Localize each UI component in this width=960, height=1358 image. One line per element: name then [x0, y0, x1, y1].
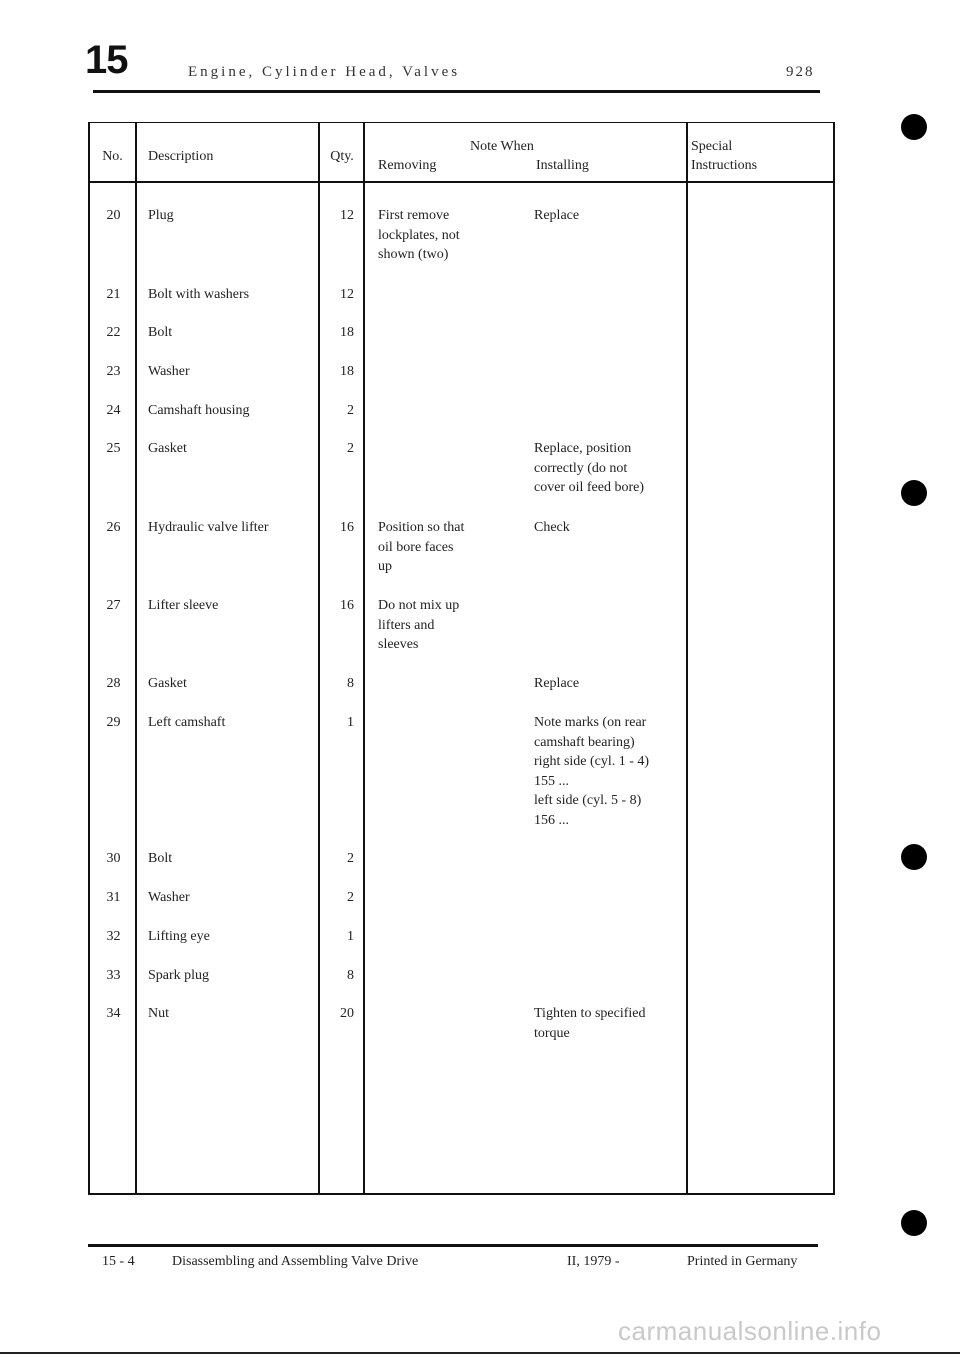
- col-header-special: Special: [691, 139, 733, 154]
- row-number: 32: [106, 929, 121, 944]
- section-title: Engine, Cylinder Head, Valves: [188, 64, 461, 80]
- col-header-removing: Removing: [378, 158, 437, 173]
- col-header-no: No.: [102, 149, 123, 164]
- row-description: Lifting eye: [148, 929, 210, 944]
- row-qty: 16: [340, 598, 354, 613]
- row-qty: 12: [340, 287, 354, 302]
- note-line: up: [378, 559, 392, 574]
- header-divider: [90, 181, 833, 183]
- note-line: 155 ...: [534, 773, 569, 789]
- row-description: Bolt: [148, 851, 173, 866]
- column-divider: [318, 123, 320, 1193]
- header-rule: [93, 90, 820, 93]
- row-description: Bolt: [148, 325, 173, 340]
- row-qty: 16: [340, 520, 354, 535]
- note-line: Position so that: [378, 520, 465, 535]
- footer-rule: [88, 1244, 818, 1247]
- note-line: lockplates, not: [378, 227, 460, 243]
- row-qty: 18: [340, 364, 354, 379]
- row-number: 30: [106, 851, 121, 866]
- note-line: camshaft bearing): [534, 734, 635, 750]
- row-installing-note: [534, 518, 570, 538]
- row-number: 33: [106, 968, 121, 983]
- col-header-installing: Installing: [536, 158, 589, 173]
- row-qty: 12: [340, 208, 354, 223]
- row-description: Plug: [148, 208, 174, 223]
- row-installing-note: [534, 674, 579, 694]
- row-description: Nut: [148, 1006, 169, 1021]
- watermark: carmanualsonline.info: [618, 1316, 882, 1346]
- row-number: 31: [106, 890, 121, 905]
- column-divider: [686, 123, 688, 1193]
- row-description: Spark plug: [148, 968, 210, 983]
- row-qty: 1: [347, 715, 354, 730]
- row-qty: 2: [347, 403, 354, 418]
- row-number: 26: [106, 520, 121, 535]
- note-line: Check: [534, 520, 570, 535]
- row-description: Camshaft housing: [148, 403, 250, 418]
- row-qty: 2: [347, 441, 354, 456]
- row-description: Bolt with washers: [148, 287, 250, 302]
- column-divider: [363, 123, 365, 1193]
- note-line: correctly (do not: [534, 460, 628, 476]
- row-qty: 8: [347, 676, 354, 691]
- note-line: shown (two): [378, 247, 449, 262]
- note-line: oil bore faces: [378, 539, 454, 555]
- row-description: Washer: [148, 364, 190, 379]
- binder-hole-icon: [901, 480, 927, 506]
- row-installing-note: [534, 1004, 645, 1043]
- note-line: lifters and: [378, 617, 435, 633]
- row-qty: 2: [347, 890, 354, 905]
- row-description: Lifter sleeve: [148, 598, 219, 613]
- row-qty: 8: [347, 968, 354, 983]
- row-description: Gasket: [148, 676, 187, 691]
- note-line: Replace, position: [534, 441, 632, 456]
- row-number: 29: [106, 715, 121, 730]
- row-qty: 2: [347, 851, 354, 866]
- page-number: 15 - 4: [102, 1254, 135, 1269]
- row-removing-note: [378, 518, 464, 577]
- note-line: First remove: [378, 208, 450, 223]
- row-qty: 18: [340, 325, 354, 340]
- row-removing-note: [378, 206, 460, 265]
- note-line: Replace: [534, 676, 580, 691]
- footer-date: II, 1979 -: [567, 1254, 620, 1269]
- row-description: Hydraulic valve lifter: [148, 520, 269, 535]
- row-number: 24: [106, 403, 121, 418]
- row-qty: 20: [340, 1006, 354, 1021]
- note-line: torque: [534, 1025, 570, 1041]
- row-number: 23: [106, 364, 121, 379]
- note-line: right side (cyl. 1 - 4): [534, 754, 650, 769]
- row-installing-note: [534, 206, 579, 226]
- note-line: Note marks (on rear: [534, 715, 647, 730]
- parts-table: [88, 122, 835, 1195]
- col-header-note-when: Note When: [470, 139, 534, 154]
- note-line: Replace: [534, 208, 580, 223]
- row-installing-note: [534, 713, 649, 830]
- row-description: Gasket: [148, 441, 187, 456]
- row-installing-note: [534, 439, 644, 498]
- note-line: Tighten to specified: [534, 1006, 646, 1021]
- binder-hole-icon: [901, 114, 927, 140]
- printed-in: Printed in Germany: [687, 1254, 798, 1269]
- col-header-qty: Qty.: [330, 149, 354, 164]
- note-line: left side (cyl. 5 - 8): [534, 793, 642, 808]
- row-qty: 1: [347, 929, 354, 944]
- note-line: sleeves: [378, 637, 419, 652]
- row-number: 21: [106, 287, 121, 302]
- col-header-instructions: Instructions: [691, 158, 758, 173]
- row-number: 27: [106, 598, 121, 613]
- bottom-bar: [0, 1352, 960, 1354]
- row-description: Left camshaft: [148, 715, 226, 730]
- column-divider: [135, 123, 137, 1193]
- row-number: 20: [106, 208, 121, 223]
- section-number: 15: [85, 38, 128, 82]
- note-line: cover oil feed bore): [534, 480, 644, 495]
- row-number: 28: [106, 676, 121, 691]
- row-removing-note: [378, 596, 459, 655]
- row-number: 25: [106, 441, 121, 456]
- row-number: 22: [106, 325, 121, 340]
- col-header-description: Description: [148, 149, 214, 164]
- binder-hole-icon: [901, 844, 927, 870]
- binder-hole-icon: [901, 1210, 927, 1236]
- footer-title: Disassembling and Assembling Valve Drive: [172, 1254, 419, 1269]
- note-line: 156 ...: [534, 812, 569, 828]
- row-number: 34: [106, 1006, 121, 1021]
- note-line: Do not mix up: [378, 598, 460, 613]
- model-number: 928: [786, 64, 815, 80]
- row-description: Washer: [148, 890, 190, 905]
